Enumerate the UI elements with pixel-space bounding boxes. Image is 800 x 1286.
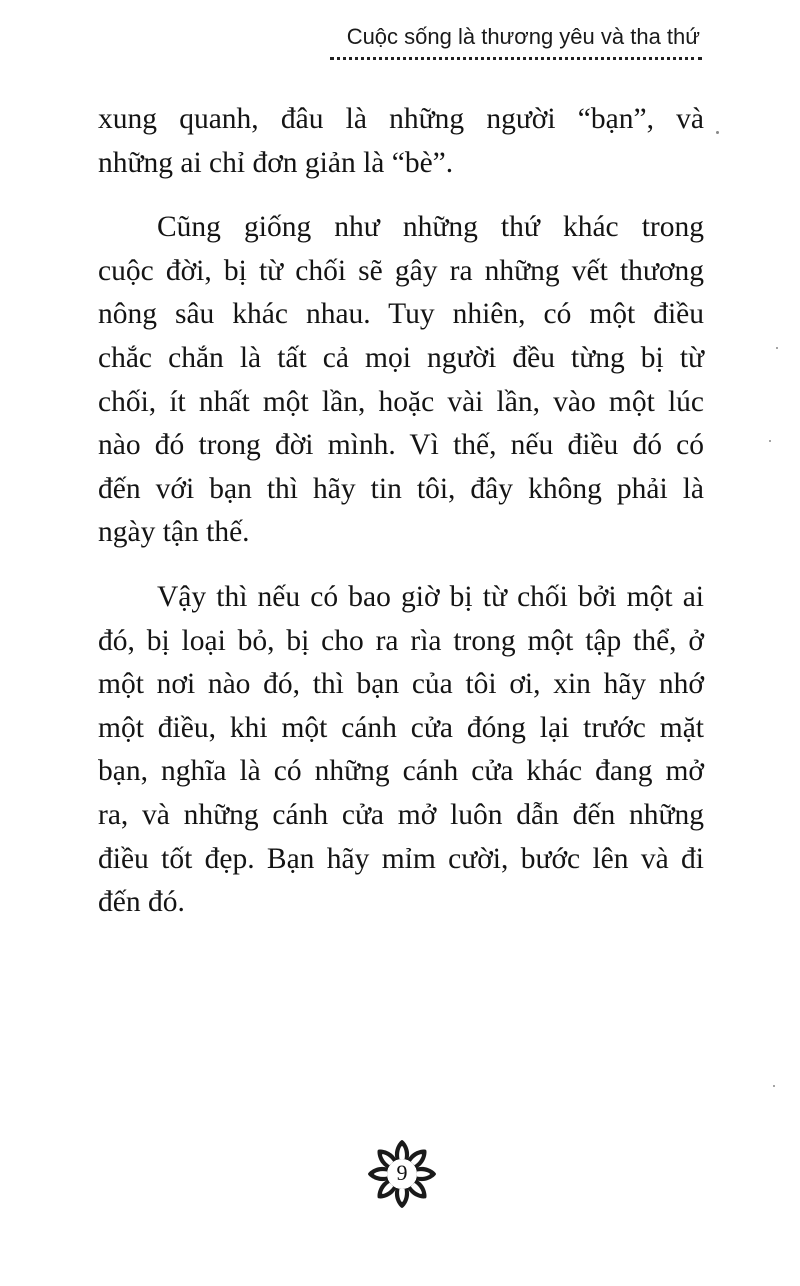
text-line: nông sâu khác nhau. Tuy nhiên, có một điều (98, 298, 704, 331)
text-line: những ai chỉ đơn giản là “bè”. (98, 146, 454, 179)
header-dotted-rule (330, 57, 702, 60)
body-text (98, 98, 704, 946)
text-line: chắc chắn là tất cả mọi người đều từng bị từ (98, 341, 704, 374)
text-line: nào đó trong đời mình. Vì thế, nếu điều đó có (98, 429, 704, 462)
paragraph-3 (98, 576, 704, 925)
text-line: điều tốt đẹp. Bạn hãy mỉm cười, bước lên và đi (98, 842, 704, 875)
text-line: đến đó. (98, 886, 185, 919)
text-line: ngày tận thế. (98, 516, 250, 549)
text-line: chối, ít nhất một lần, hoặc vài lần, vào một lúc (98, 385, 704, 418)
text-line: đó, bị loại bỏ, bị cho ra rìa trong một tập thể, ở (98, 624, 704, 657)
paper-speck (776, 347, 778, 349)
paragraph-1 (98, 98, 704, 185)
text-line: một nơi nào đó, thì bạn của tôi ơi, xin hãy nhớ (98, 668, 704, 701)
paragraph-2 (98, 206, 704, 555)
paper-speck (716, 131, 719, 134)
text-line: cuộc đời, bị từ chối sẽ gây ra những vết thương (98, 254, 704, 287)
text-line: Cũng giống như những thứ khác trong (157, 211, 704, 244)
text-line: bạn, nghĩa là có những cánh cửa khác đang mở (98, 755, 704, 788)
paper-speck (769, 440, 771, 442)
page-number-ornament (367, 1138, 437, 1210)
text-line: ra, và những cánh cửa mở luôn dẫn đến những (98, 798, 704, 831)
text-line: xung quanh, đâu là những người “bạn”, và (98, 103, 704, 135)
text-line: Vậy thì nếu có bao giờ bị từ chối bởi một ai (157, 580, 704, 613)
paper-speck (773, 1085, 775, 1087)
running-header: Cuộc sống là thương yêu và tha thứ (346, 24, 700, 49)
page-number: 9 (396, 1160, 408, 1185)
text-line: một điều, khi một cánh cửa đóng lại trước mặt (98, 711, 704, 744)
text-line: đến với bạn thì hãy tin tôi, đây không phải là (98, 472, 704, 505)
